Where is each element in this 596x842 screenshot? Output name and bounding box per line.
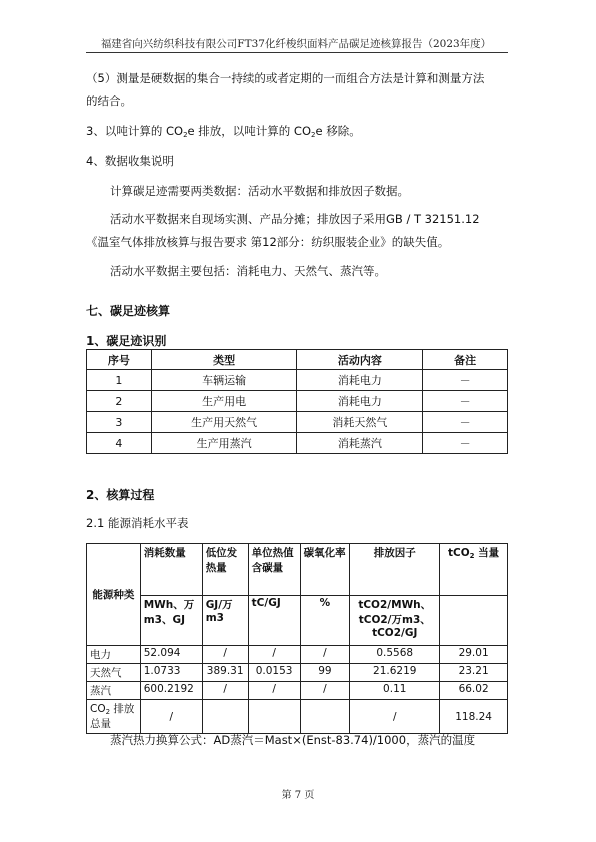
header-cell: 消耗数量 <box>140 544 202 596</box>
table-units-row <box>87 596 508 646</box>
section-2-1-title: 2.1 能源消耗水平表 <box>86 516 189 530</box>
header-cell: 备注 <box>423 350 508 370</box>
section-7-title: 七、碳足迹核算 <box>86 304 171 318</box>
table-cell: － <box>423 370 508 391</box>
table-row <box>87 391 508 412</box>
unit-cell: MWh、万m3、GJ <box>140 596 202 646</box>
page-number: 第 7 页 <box>281 790 315 801</box>
header-cell: 活动内容 <box>297 350 423 370</box>
table-cell: － <box>423 391 508 412</box>
heading-data-collection: 4、数据收集说明 <box>86 154 174 168</box>
table-cell: － <box>423 433 508 454</box>
table-cell: 消耗天然气 <box>297 412 423 433</box>
table-cell: 21.6219 <box>350 664 440 682</box>
table-cell: － <box>423 412 508 433</box>
energy-consumption-table <box>86 543 508 734</box>
unit-cell <box>440 596 508 646</box>
paragraph-source-line1: 活动水平数据来自现场实测、产品分摊；排放因子采用GB / T 32151.12 <box>110 212 480 226</box>
unit-cell: tCO2/MWh、tCO2/万m3、tCO2/GJ <box>350 596 440 646</box>
table-cell: / <box>140 700 202 734</box>
table-cell: 电力 <box>87 646 141 664</box>
table-cell: 1 <box>87 370 152 391</box>
paragraph-source-line2: 《温室气体排放核算与报告要求 第12部分：纺织服装企业》的缺失值。 <box>86 235 450 249</box>
table-cell: 52.094 <box>140 646 202 664</box>
table-cell: 1.0733 <box>140 664 202 682</box>
header-divider <box>86 52 508 53</box>
table-row <box>87 433 508 454</box>
unit-cell: tC/GJ <box>248 596 300 646</box>
table-cell: 99 <box>300 664 350 682</box>
table-cell <box>248 700 300 734</box>
header-cell: 序号 <box>87 350 152 370</box>
paragraph-main-data: 活动水平数据主要包括：消耗电力、天然气、蒸汽等。 <box>110 264 386 278</box>
paragraph-5-line1: （5）测量是硬数据的集合一持续的或者定期的一而组合方法是计算和测量方法 <box>86 71 485 85</box>
table-cell: / <box>202 646 248 664</box>
table-cell: 389.31 <box>202 664 248 682</box>
table-cell: 3 <box>87 412 152 433</box>
unit-cell: % <box>300 596 350 646</box>
table-cell: / <box>248 646 300 664</box>
page-header: 福建省向兴纺织科技有限公司FT37化纤梭织面料产品碳足迹核算报告（2023年度） <box>100 38 492 50</box>
table-cell: 消耗蒸汽 <box>297 433 423 454</box>
table-cell: 29.01 <box>440 646 508 664</box>
table-header-row <box>87 350 508 370</box>
table-cell <box>300 700 350 734</box>
header-cell-tco2: tCO$_2$ 当量 <box>440 544 508 596</box>
header-cell: 碳氧化率 <box>300 544 350 596</box>
paragraph-calc: 计算碳足迹需要两类数据：活动水平数据和排放因子数据。 <box>110 184 409 198</box>
table-cell: 4 <box>87 433 152 454</box>
table-row <box>87 412 508 433</box>
header-cell: 低位发热量 <box>202 544 248 596</box>
paragraph-3: 3、以吨计算的 $CO_2e$ 排放，以吨计算的 $CO_2e$ 移除。 <box>86 124 361 139</box>
table-cell: 车辆运输 <box>151 370 297 391</box>
table-cell: / <box>202 682 248 700</box>
table-cell: 蒸汽 <box>87 682 141 700</box>
table-cell: 0.5568 <box>350 646 440 664</box>
table-row <box>87 682 508 700</box>
table-cell: 118.24 <box>440 700 508 734</box>
carbon-footprint-identification-table <box>86 349 508 454</box>
table-cell: 0.0153 <box>248 664 300 682</box>
table-cell: 2 <box>87 391 152 412</box>
table-cell: / <box>300 646 350 664</box>
table-cell: 23.21 <box>440 664 508 682</box>
table-row <box>87 370 508 391</box>
total-label: $CO_2$ 排放总量 <box>87 700 141 734</box>
table-cell <box>202 700 248 734</box>
paragraph-5-line2: 的结合。 <box>86 94 132 108</box>
table-cell: 消耗电力 <box>297 391 423 412</box>
header-cell: 类型 <box>151 350 297 370</box>
corner-header: 能源种类 <box>87 544 141 646</box>
table-cell: 生产用天然气 <box>151 412 297 433</box>
table-cell: 600.2192 <box>140 682 202 700</box>
table-cell: / <box>350 700 440 734</box>
table-cell: 天然气 <box>87 664 141 682</box>
header-cell: 单位热值含碳量 <box>248 544 300 596</box>
table-cell: 生产用蒸汽 <box>151 433 297 454</box>
table-cell: / <box>248 682 300 700</box>
table-cell: 0.11 <box>350 682 440 700</box>
table-row <box>87 646 508 664</box>
table-total-row <box>87 700 508 734</box>
table-header-row <box>87 544 508 596</box>
section-7-1-title: 1、碳足迹识别 <box>86 334 167 348</box>
unit-cell: GJ/万m3 <box>202 596 248 646</box>
table-cell: / <box>300 682 350 700</box>
table-cell: 消耗电力 <box>297 370 423 391</box>
steam-formula: 蒸汽热力换算公式：AD蒸汽＝Mast×(Enst-83.74)/1000，蒸汽的温度 <box>110 733 476 747</box>
header-cell: 排放因子 <box>350 544 440 596</box>
table-cell: 66.02 <box>440 682 508 700</box>
section-7-2-title: 2、核算过程 <box>86 488 155 502</box>
table-cell: 生产用电 <box>151 391 297 412</box>
table-row <box>87 664 508 682</box>
